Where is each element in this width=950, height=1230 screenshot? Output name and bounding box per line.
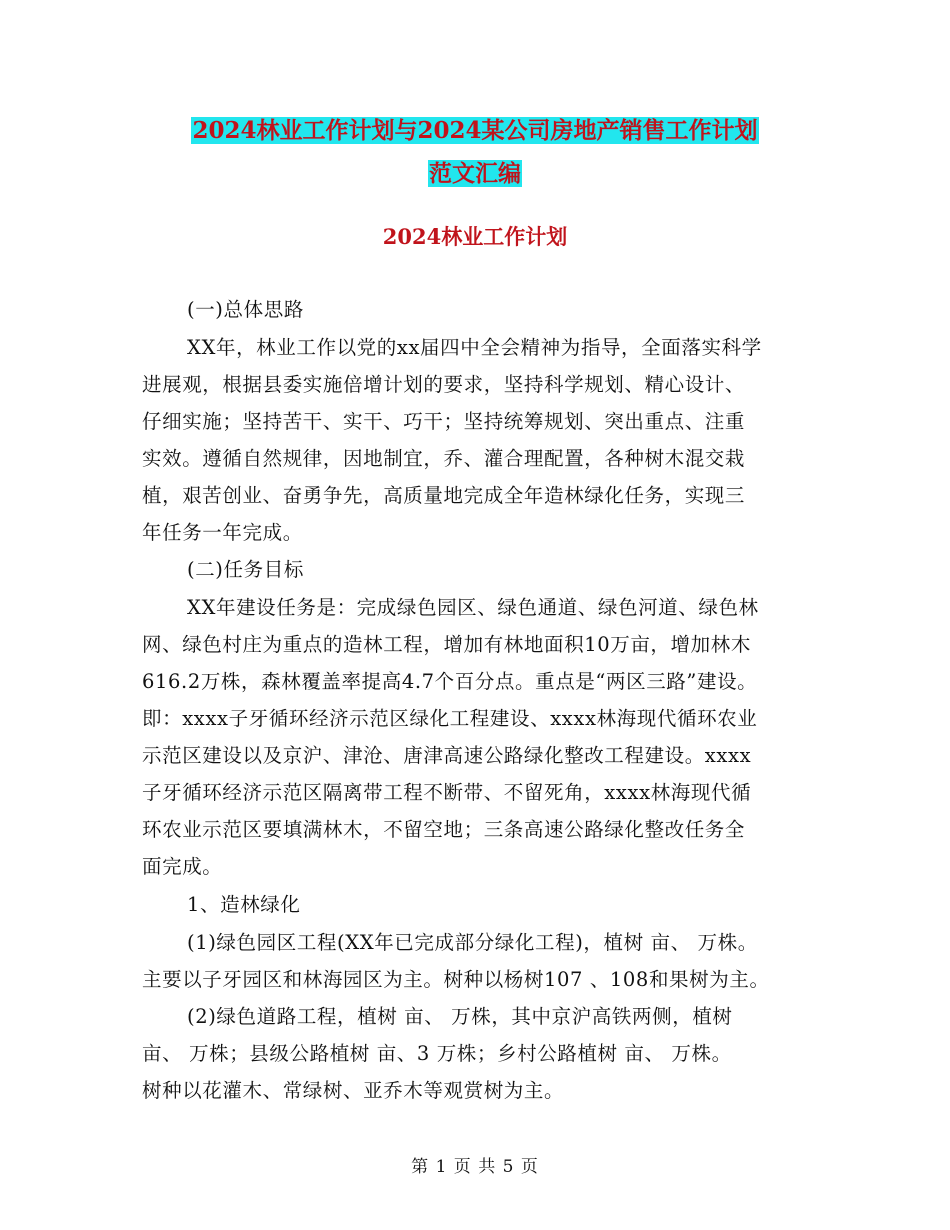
paragraph-line: 进展观，根据县委实施倍增计划的要求，坚持科学规划、精心设计、 — [142, 373, 746, 396]
paragraph-line: (1)绿色园区工程(XX年已完成部分绿化工程)，植树 亩、 万株。 — [187, 931, 758, 954]
paragraph-line: 仔细实施；坚持苦干、实干、巧干；坚持统筹规划、突出重点、注重 — [142, 410, 746, 433]
heading-overall-idea: (一)总体思路 — [187, 298, 304, 321]
paragraph-line: 示范区建设以及京沪、津沧、唐津高速公路绿化整改工程建设。xxxx — [142, 744, 752, 767]
document-title-line-2: 范文汇编 — [429, 160, 521, 187]
paragraph-line: 树种以花灌木、常绿树、亚乔木等观赏树为主。 — [142, 1079, 565, 1102]
paragraph-line: 亩、 万株；县级公路植树 亩、3 万株；乡村公路植树 亩、 万株。 — [142, 1042, 732, 1065]
heading-afforestation: 1、造林绿化 — [187, 893, 301, 916]
paragraph-line: 网、绿色村庄为重点的造林工程，增加有林地面积10万亩，增加林木 — [142, 633, 751, 656]
paragraph-line: 植，艰苦创业、奋勇争先，高质量地完成全年造林绿化任务，实现三 — [142, 484, 746, 507]
paragraph-line: 即：xxxx子牙循环经济示范区绿化工程建设、xxxx林海现代循环农业 — [142, 707, 758, 730]
paragraph-line: XX年，林业工作以党的xx届四中全会精神为指导，全面落实科学 — [187, 336, 762, 359]
paragraph-line: 616.2万株，森林覆盖率提高4.7个百分点。重点是“两区三路”建设。 — [142, 670, 758, 693]
page-number-footer: 第 1 页 共 5 页 — [411, 1157, 539, 1177]
paragraph-line: 年任务一年完成。 — [142, 521, 303, 544]
heading-task-goal: (二)任务目标 — [187, 558, 304, 581]
section-title: 2024林业工作计划 — [382, 224, 568, 249]
paragraph-line: 环农业示范区要填满林木，不留空地；三条高速公路绿化整改任务全 — [142, 818, 746, 841]
paragraph-line: 实效。遵循自然规律，因地制宜，乔、灌合理配置，各种树木混交栽 — [142, 447, 746, 470]
paragraph-line: (2)绿色道路工程，植树 亩、 万株，其中京沪高铁两侧，植树 — [187, 1005, 733, 1028]
paragraph-line: 面完成。 — [142, 855, 223, 878]
paragraph-line: 子牙循环经济示范区隔离带工程不断带、不留死角，xxxx林海现代循 — [142, 781, 752, 804]
paragraph-line: XX年建设任务是：完成绿色园区、绿色通道、绿色河道、绿色林 — [187, 596, 759, 619]
paragraph-line: 主要以子牙园区和林海园区为主。树种以杨树107 、108和果树为主。 — [142, 968, 770, 991]
document-title-line-1: 2024林业工作计划与2024某公司房地产销售工作计划 — [192, 117, 758, 144]
